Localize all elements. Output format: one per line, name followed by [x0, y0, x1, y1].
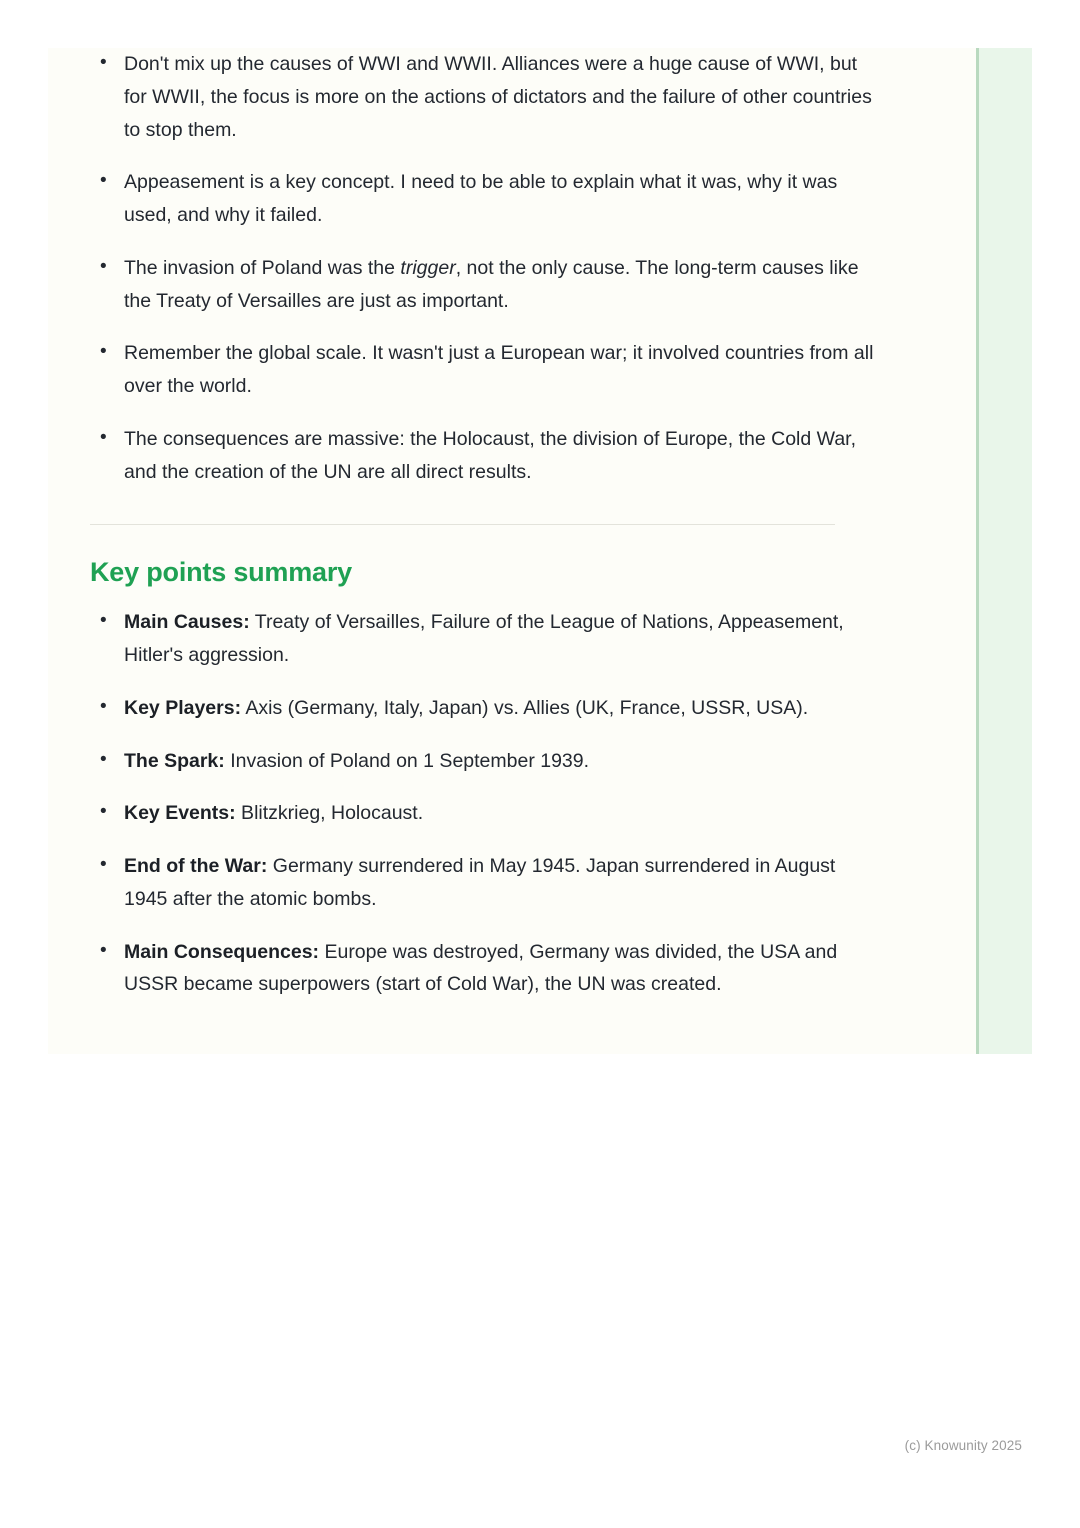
note-page-card — [48, 48, 1032, 1054]
section-heading-key-points-summary: Key points summary — [90, 557, 352, 588]
list-item — [90, 850, 880, 916]
list-item — [90, 745, 880, 778]
list-item — [90, 252, 880, 318]
list-item — [90, 337, 880, 403]
list-item-text: Appeasement is a key concept. I need to be able to explain what it was, why it was used, and why it failed. — [124, 171, 838, 226]
list-item — [90, 423, 880, 489]
copyright-footer: (c) Knowunity 2025 — [904, 1438, 1022, 1453]
list-item — [90, 606, 880, 672]
page-accent-bar — [976, 48, 1032, 1054]
list-item — [90, 48, 880, 146]
list-item-text: Don't mix up the causes of WWI and WWII. Alliances were a huge cause of WWI, but for WWII, the focus is more on the actions of dictators and the failure of other countries to stop them. — [124, 53, 872, 141]
section-divider — [90, 524, 835, 525]
list-item-text: Invasion of Poland on 1 September 1939. — [224, 749, 590, 772]
list-item-lead: End of the War: — [124, 855, 268, 877]
list-item-text: Europe was destroyed, Germany was divided, the USA and USSR became superpowers (start of Cold War), the UN was created. — [124, 940, 838, 996]
list-item-text: Germany surrendered in May 1945. Japan surrendered in August 1945 after the atomic bombs. — [124, 855, 836, 910]
list-item-text: Blitzkrieg, Holocaust. — [235, 802, 424, 825]
list-item — [90, 166, 880, 232]
list-item-lead: Key Events: — [124, 802, 236, 825]
list-item-text-pre: The invasion of Poland was the — [124, 256, 401, 279]
list-item-lead: The Spark: — [124, 749, 225, 772]
list-item-lead: Main Causes: — [124, 611, 250, 634]
list-item-text: The consequences are massive: the Holocaust, the division of Europe, the Cold War, and the creation of the UN are all direct results. — [124, 427, 857, 483]
list-item-text: Remember the global scale. It wasn't just a European war; it involved countries from all over the world. — [124, 342, 874, 397]
list-item-lead: Key Players: — [124, 696, 242, 719]
list-item — [90, 692, 880, 725]
list-item-text-emphasis: trigger — [400, 256, 456, 279]
list-item-text: Axis (Germany, Italy, Japan) vs. Allies (UK, France, USSR, USA). — [241, 696, 809, 719]
list-item-text-post: , not the only cause. The long-term causes like the Treaty of Versailles are just as important. — [124, 256, 859, 312]
page-content — [90, 48, 880, 1001]
list-item — [90, 936, 880, 1002]
list-item-lead: Main Consequences: — [124, 940, 320, 963]
exam-tips-list — [90, 48, 880, 488]
key-points-summary-list — [90, 606, 880, 1001]
list-item-text: Treaty of Versailles, Failure of the League of Nations, Appeasement, Hitler's aggression. — [124, 611, 844, 666]
list-item — [90, 797, 880, 830]
